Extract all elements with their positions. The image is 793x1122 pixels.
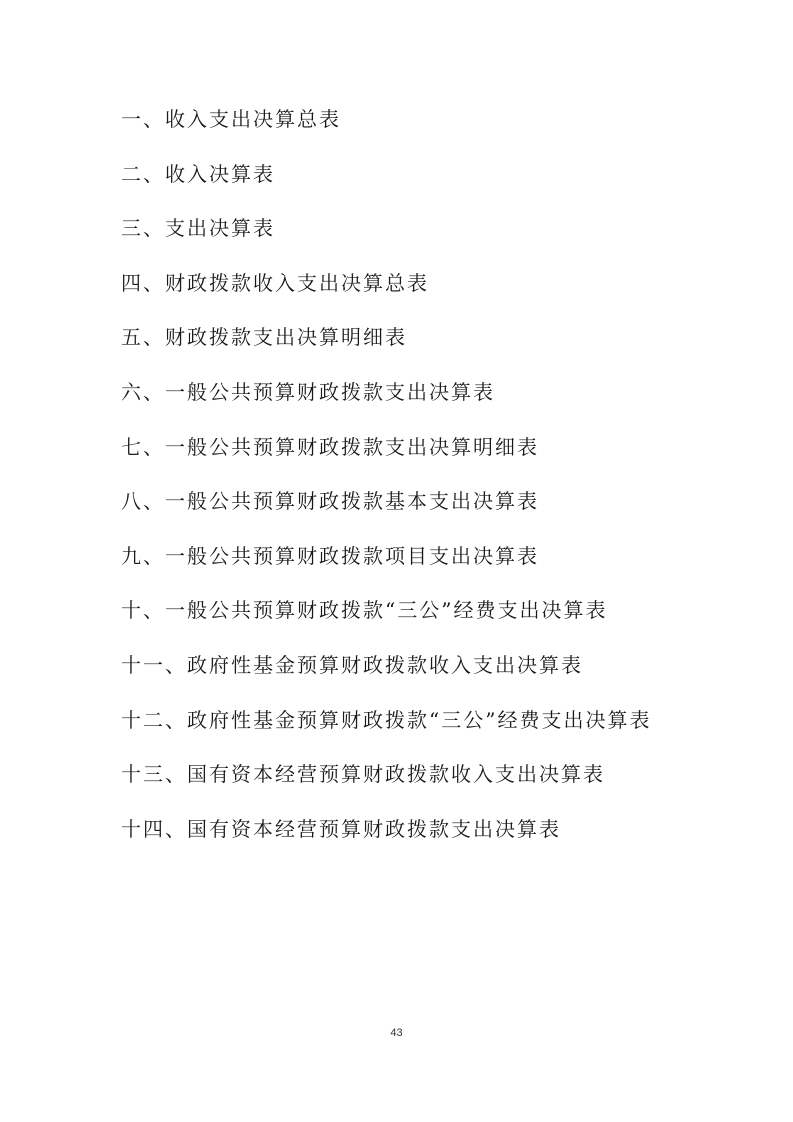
toc-item: 五、财政拨款支出决算明细表 (121, 325, 407, 350)
toc-item: 四、财政拨款收入支出决算总表 (121, 270, 429, 295)
toc-item: 十三、国有资本经营预算财政拨款收入支出决算表 (121, 762, 605, 787)
toc-item: 一、收入支出决算总表 (121, 107, 341, 131)
toc-item: 二、收入决算表 (121, 161, 275, 186)
page-number: 43 (390, 1027, 403, 1039)
toc-item: 十二、政府性基金预算财政拨款“三公”经费支出决算表 (121, 707, 652, 732)
toc-item: 十、一般公共预算财政拨款“三公”经费支出决算表 (121, 598, 608, 623)
table-of-contents (121, 105, 651, 869)
toc-item: 十一、政府性基金预算财政拨款收入支出决算表 (121, 652, 583, 677)
toc-item: 六、一般公共预算财政拨款支出决算表 (121, 379, 495, 404)
toc-item: 七、一般公共预算财政拨款支出决算明细表 (121, 434, 539, 459)
toc-item: 十四、国有资本经营预算财政拨款支出决算表 (121, 816, 561, 841)
toc-item: 九、一般公共预算财政拨款项目支出决算表 (121, 543, 539, 568)
toc-item: 三、支出决算表 (121, 216, 275, 241)
toc-item: 八、一般公共预算财政拨款基本支出决算表 (121, 489, 539, 514)
